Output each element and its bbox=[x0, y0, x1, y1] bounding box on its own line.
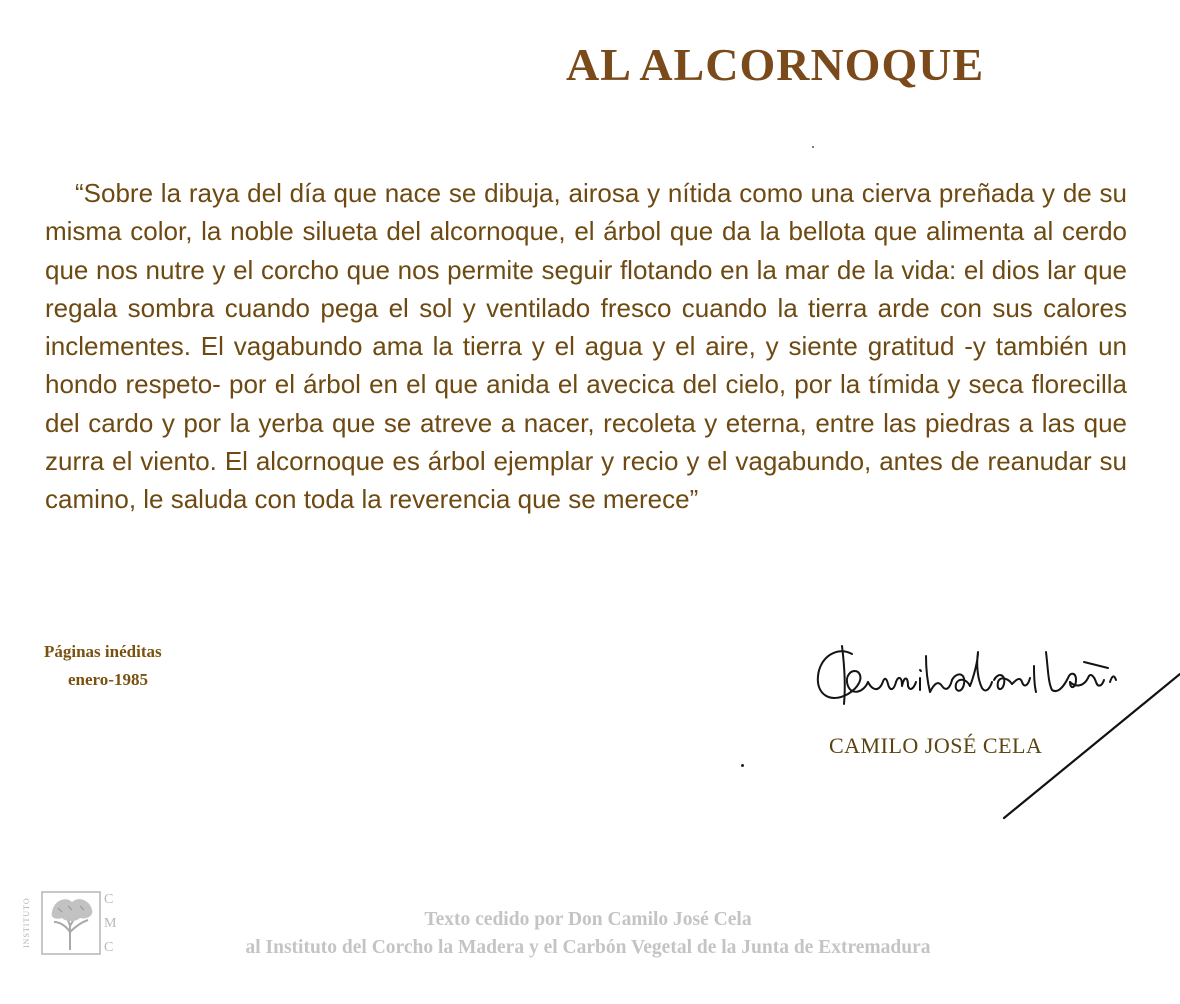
credit-note bbox=[148, 906, 1028, 962]
logo-letter: C bbox=[104, 940, 114, 955]
quote-paragraph: “Sobre la raya del día que nace se dibuja, airosa y nítida como una cierva preñada y de su misma color, la noble silueta del alcornoque, el árbol que da la bellota que alimenta al cerdo que nos nutre y el corcho que nos permite seguir flotando en la mar de la vida: el dios lar que regala sombra cuando pega el sol y ventilado fresco cuando la tierra arde con sus calores inclementes. El vagabundo ama la tierra y el agua y el aire, y siente gratitud -y también un hondo respeto- por el árbol en el que anida el avecica del cielo, por la tímida y seca florecilla del cardo y por la yerba que se atreve a nacer, recoleta y eterna, entre las piedras a las que zurra el viento. El alcornoque es árbol ejemplar y recio y el vagabundo, antes de reanudar su camino, le saluda con toda la reverencia que se merece” bbox=[45, 178, 1127, 515]
ink-speck bbox=[741, 764, 744, 767]
source-title: Páginas inéditas bbox=[44, 642, 162, 661]
logo-vertical-text: INSTITUTO bbox=[22, 897, 31, 949]
logo-letter: C bbox=[104, 892, 114, 907]
ink-speck bbox=[812, 146, 814, 148]
logo-letter: M bbox=[104, 916, 117, 931]
credit-line-1: Texto cedido por Don Camilo José Cela bbox=[424, 909, 752, 930]
source-date: enero-1985 bbox=[68, 670, 148, 689]
author-name: CAMILO JOSÉ CELA bbox=[829, 733, 1043, 758]
page-title: AL ALCORNOQUE bbox=[566, 39, 985, 90]
credit-line-2: al Instituto del Corcho la Madera y el Carbón Vegetal de la Junta de Extremadura bbox=[245, 937, 931, 958]
source-note bbox=[44, 638, 204, 694]
handwritten-signature bbox=[808, 632, 1180, 822]
logo-letters bbox=[104, 888, 118, 960]
